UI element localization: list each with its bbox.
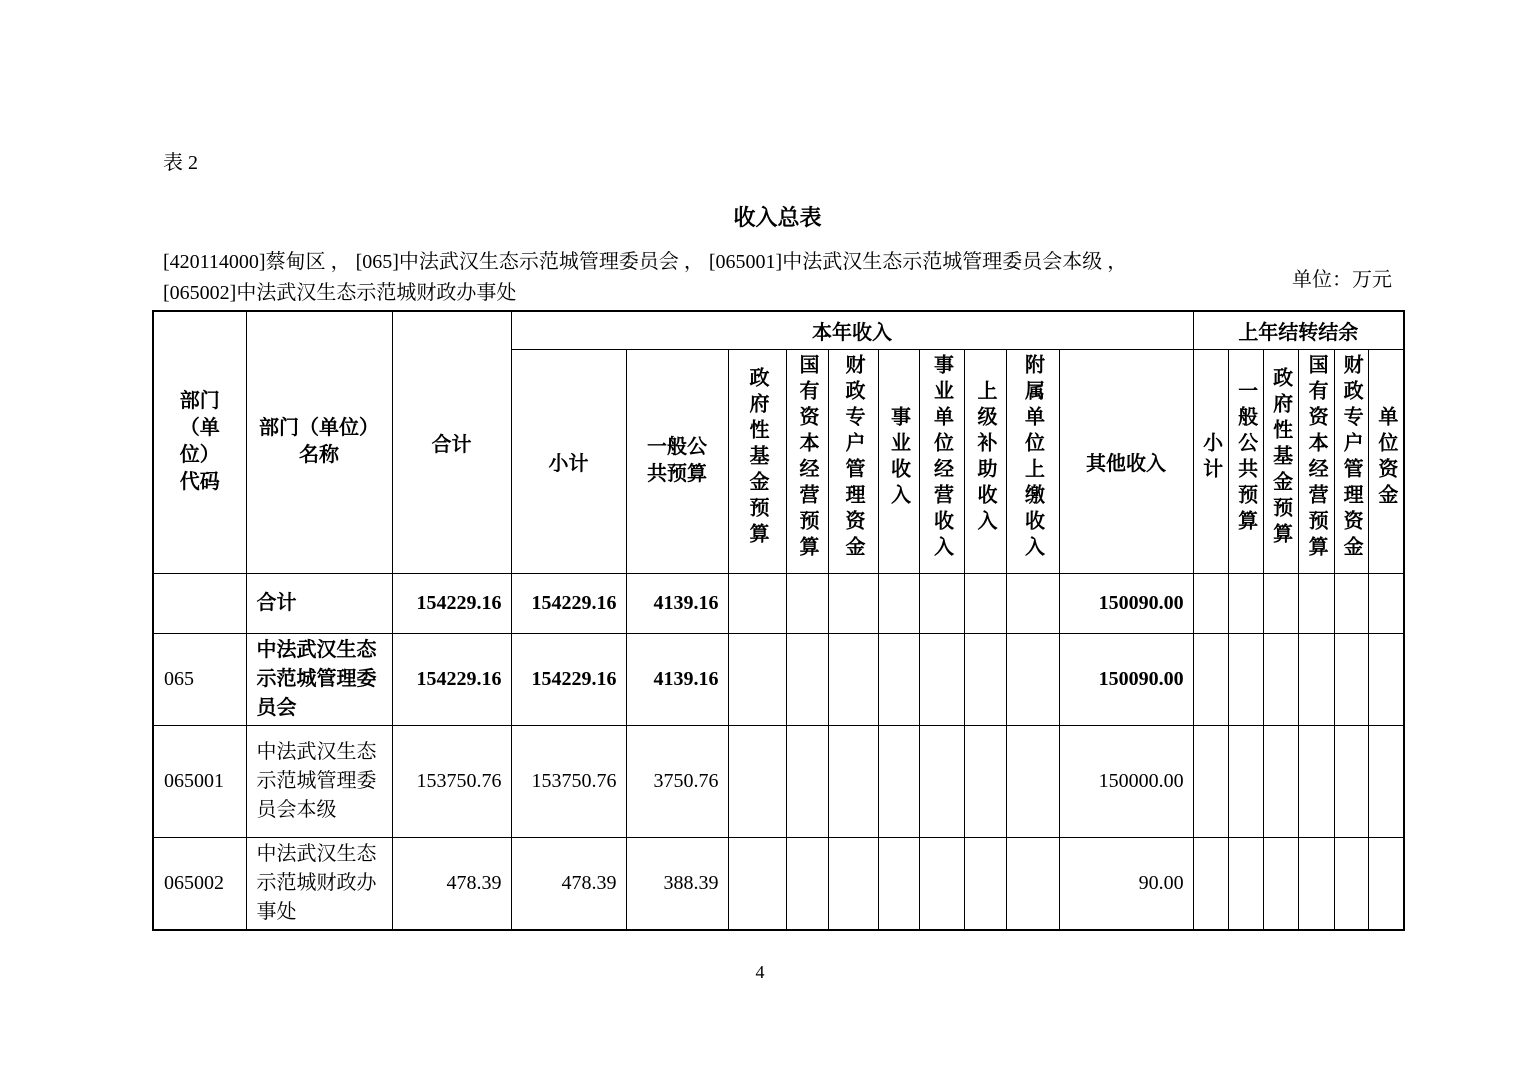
value-cell-cy-business-unit-operating — [919, 725, 964, 837]
header-co-subtotal: 小计 — [1193, 349, 1228, 573]
value-cell-cy-business-income — [878, 725, 919, 837]
header-co-fiscal-special-account: 财政专户管理资金 — [1334, 349, 1368, 573]
value-cell-co-general-public-budget — [1228, 573, 1263, 633]
value-cell-cy-affiliated-remitted — [1006, 837, 1059, 930]
value-cell-cy-superior-subsidy — [964, 573, 1006, 633]
value-cell-cy-fiscal-special-account — [828, 573, 878, 633]
table-row-grand-total — [153, 573, 1404, 633]
header-co-state-capital-budget: 国有资本经营预算 — [1298, 349, 1334, 573]
header-cy-business-income: 事业收入 — [878, 349, 919, 573]
value-cell-cy-general-public-budget: 388.39 — [626, 837, 728, 930]
value-cell-co-fiscal-special-account — [1334, 725, 1368, 837]
value-cell-cy-affiliated-remitted — [1006, 725, 1059, 837]
table-number-label: 表 2 — [163, 152, 198, 174]
header-group-carryover: 上年结转结余 — [1193, 311, 1404, 349]
value-cell-cy-other-income: 150090.00 — [1059, 573, 1193, 633]
header-co-general-public-budget: 一般公共预算 — [1228, 349, 1263, 573]
header-group-row — [153, 311, 1404, 349]
value-cell-cy-other-income: 90.00 — [1059, 837, 1193, 930]
value-cell-co-unit-funds — [1368, 633, 1404, 725]
value-cell-cy-general-public-budget: 3750.76 — [626, 725, 728, 837]
dept-name-cell: 中法武汉生态示范城财政办事处 — [246, 837, 392, 930]
scope-line-2: [065002]中法武汉生态示范城财政办事处 — [163, 282, 517, 304]
value-cell-cy-affiliated-remitted — [1006, 573, 1059, 633]
table-row-065002 — [153, 837, 1404, 930]
header-cy-general-public-budget: 一般公共预算 — [626, 349, 728, 573]
value-cell-co-unit-funds — [1368, 573, 1404, 633]
value-cell-co-state-capital-budget — [1298, 573, 1334, 633]
value-cell-cy-subtotal: 154229.16 — [511, 633, 626, 725]
dept-name-cell: 中法武汉生态示范城管理委员会本级 — [246, 725, 392, 837]
header-cy-business-unit-operating: 事业单位经营收入 — [919, 349, 964, 573]
value-cell-co-state-capital-budget — [1298, 633, 1334, 725]
value-cell-cy-business-unit-operating — [919, 573, 964, 633]
value-cell-cy-other-income: 150090.00 — [1059, 633, 1193, 725]
value-cell-cy-fiscal-special-account — [828, 725, 878, 837]
value-cell-total: 154229.16 — [392, 633, 511, 725]
value-cell-co-gov-fund-budget — [1263, 725, 1298, 837]
value-cell-cy-other-income: 150000.00 — [1059, 725, 1193, 837]
header-co-gov-fund-budget: 政府性基金预算 — [1263, 349, 1298, 573]
value-cell-co-gov-fund-budget — [1263, 633, 1298, 725]
value-cell-cy-general-public-budget: 4139.16 — [626, 573, 728, 633]
value-cell-cy-state-capital-budget — [786, 837, 828, 930]
header-cy-other-income: 其他收入 — [1059, 349, 1193, 573]
value-cell-co-gov-fund-budget — [1263, 837, 1298, 930]
page-number: 4 — [755, 962, 765, 982]
value-cell-co-subtotal — [1193, 573, 1228, 633]
value-cell-co-unit-funds — [1368, 725, 1404, 837]
header-co-unit-funds: 单位资金 — [1368, 349, 1404, 573]
header-cy-affiliated-remitted: 附属单位上缴收入 — [1006, 349, 1059, 573]
header-cy-superior-subsidy: 上级补助收入 — [964, 349, 1006, 573]
value-cell-cy-subtotal: 478.39 — [511, 837, 626, 930]
value-cell-cy-general-public-budget: 4139.16 — [626, 633, 728, 725]
dept-code-cell: 065002 — [153, 837, 246, 930]
value-cell-co-gov-fund-budget — [1263, 573, 1298, 633]
header-cy-gov-fund-budget: 政府性基金预算 — [728, 349, 786, 573]
header-dept-code: 部门（单位）代码 — [153, 311, 246, 573]
value-cell-co-state-capital-budget — [1298, 837, 1334, 930]
value-cell-total: 478.39 — [392, 837, 511, 930]
value-cell-cy-fiscal-special-account — [828, 633, 878, 725]
value-cell-cy-superior-subsidy — [964, 837, 1006, 930]
value-cell-co-general-public-budget — [1228, 725, 1263, 837]
value-cell-co-state-capital-budget — [1298, 725, 1334, 837]
header-cy-subtotal: 小计 — [511, 349, 626, 573]
header-total: 合计 — [392, 311, 511, 573]
header-cy-state-capital-budget: 国有资本经营预算 — [786, 349, 828, 573]
value-cell-cy-subtotal: 153750.76 — [511, 725, 626, 837]
value-cell-co-subtotal — [1193, 725, 1228, 837]
dept-code-cell: 065 — [153, 633, 246, 725]
value-cell-co-unit-funds — [1368, 837, 1404, 930]
value-cell-total: 153750.76 — [392, 725, 511, 837]
header-dept-name: 部门（单位）名称 — [246, 311, 392, 573]
table-row-065001 — [153, 725, 1404, 837]
income-summary-table — [152, 310, 1405, 931]
header-cy-fiscal-special-account: 财政专户管理资金 — [828, 349, 878, 573]
value-cell-total: 154229.16 — [392, 573, 511, 633]
value-cell-cy-gov-fund-budget — [728, 725, 786, 837]
value-cell-co-subtotal — [1193, 837, 1228, 930]
value-cell-co-fiscal-special-account — [1334, 837, 1368, 930]
value-cell-co-general-public-budget — [1228, 837, 1263, 930]
value-cell-co-subtotal — [1193, 633, 1228, 725]
value-cell-cy-business-unit-operating — [919, 633, 964, 725]
dept-name-cell: 合计 — [246, 573, 392, 633]
scope-line-1: [420114000]蔡甸区 ， [065]中法武汉生态示范城管理委员会 ， [065001]中法武汉生态示范城管理委员会本级 ， — [163, 251, 1128, 273]
value-cell-cy-business-income — [878, 633, 919, 725]
value-cell-cy-state-capital-budget — [786, 633, 828, 725]
value-cell-cy-superior-subsidy — [964, 633, 1006, 725]
value-cell-co-general-public-budget — [1228, 633, 1263, 725]
value-cell-cy-state-capital-budget — [786, 573, 828, 633]
value-cell-cy-subtotal: 154229.16 — [511, 573, 626, 633]
value-cell-cy-state-capital-budget — [786, 725, 828, 837]
value-cell-cy-superior-subsidy — [964, 725, 1006, 837]
unit-label: 单位：万元 — [1292, 269, 1392, 291]
dept-code-cell — [153, 573, 246, 633]
value-cell-co-fiscal-special-account — [1334, 573, 1368, 633]
value-cell-cy-fiscal-special-account — [828, 837, 878, 930]
dept-name-cell: 中法武汉生态示范城管理委员会 — [246, 633, 392, 725]
value-cell-cy-gov-fund-budget — [728, 837, 786, 930]
value-cell-co-fiscal-special-account — [1334, 633, 1368, 725]
value-cell-cy-business-unit-operating — [919, 837, 964, 930]
value-cell-cy-gov-fund-budget — [728, 633, 786, 725]
dept-code-cell: 065001 — [153, 725, 246, 837]
scope-description — [163, 247, 1278, 309]
value-cell-cy-business-income — [878, 837, 919, 930]
value-cell-cy-business-income — [878, 573, 919, 633]
value-cell-cy-gov-fund-budget — [728, 573, 786, 633]
value-cell-cy-affiliated-remitted — [1006, 633, 1059, 725]
page-title: 收入总表 — [733, 205, 822, 230]
header-group-current-year: 本年收入 — [511, 311, 1193, 349]
table-row-065 — [153, 633, 1404, 725]
